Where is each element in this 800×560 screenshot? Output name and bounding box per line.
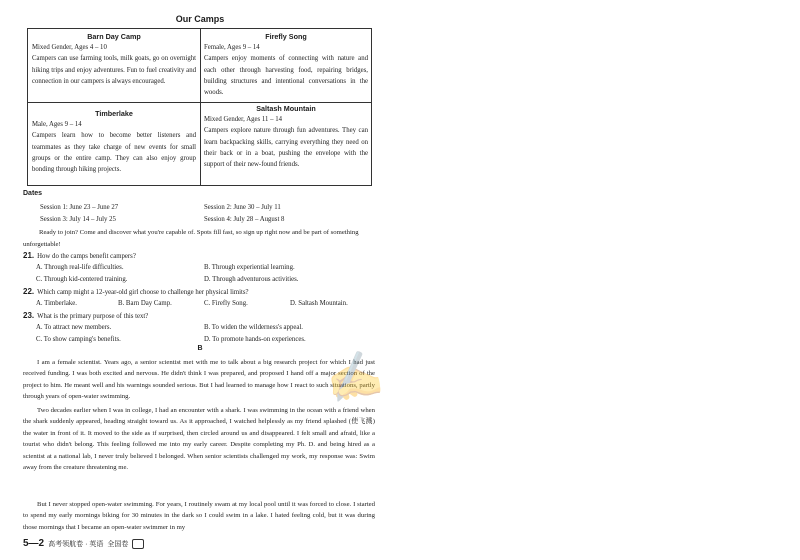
series-tag: 全国卷: [107, 540, 129, 548]
camp-cell-firefly-song: [204, 31, 368, 98]
option-22-a: A. Timberlake.: [36, 300, 77, 307]
option-23-b: B. To widen the wilderness's appeal.: [204, 324, 303, 331]
option-23-d: D. To promote hands-on experiences.: [204, 336, 306, 343]
publisher-logo-icon: [132, 539, 144, 549]
section-b-heading: B: [197, 345, 203, 352]
option-21-a: A. Through real-life difficulties.: [36, 264, 124, 271]
question-text: Which camp might a 12-year-old girl choose to challenge her physical limits?: [37, 289, 249, 296]
question-text: What is the primary purpose of this text?: [37, 313, 149, 320]
question-22: [23, 287, 249, 296]
question-number: 21.: [23, 251, 35, 260]
closing-paragraph: Ready to join? Come and discover what you're capable of. Spots fill fast, so sign up right now and be part of something unforgettable!: [23, 229, 359, 248]
option-22-d: D. Saltash Mountain.: [290, 300, 348, 307]
option-22-b: B. Barn Day Camp.: [118, 300, 172, 307]
option-21-b: B. Through experiential learning.: [204, 264, 295, 271]
camp-meta: Female, Ages 9 – 14: [204, 44, 260, 51]
option-23-c: C. To show camping's benefits.: [36, 336, 121, 343]
camp-name: Saltash Mountain: [256, 104, 316, 113]
watermark-stamp-icon: ✍: [320, 344, 388, 409]
dates-heading: Dates: [23, 190, 43, 197]
camps-table: [27, 28, 372, 186]
question-number: 22.: [23, 287, 35, 296]
question-21: [23, 251, 136, 260]
table-divider-vertical: [200, 29, 201, 185]
camp-description: Campers can use farming tools, milk goats, go on overnight hiking trips and enjoy adventures. Fun to fuel creativity and connection in our campers is always encouraged.: [32, 55, 196, 85]
session-3: Session 3: July 14 – July 25: [40, 216, 116, 223]
session-2: Session 2: June 30 – July 11: [204, 204, 281, 211]
camp-cell-barn-day: [32, 31, 196, 87]
session-1: Session 1: June 23 – June 27: [40, 204, 119, 211]
question-number: 23.: [23, 311, 35, 320]
camp-cell-saltash-mountain: [204, 103, 368, 170]
option-21-d: D. Through adventurous activities.: [204, 276, 299, 283]
camp-name: Barn Day Camp: [87, 32, 141, 41]
camps-title: Our Camps: [175, 14, 225, 24]
camp-meta: Male, Ages 9 – 14: [32, 121, 82, 128]
passage-paragraph-3: But I never stopped open-water swimming. For years, I routinely swam at my local pool until it was forced to close. I started to spend my early mornings biking for 30 minutes in the dark so I could swim in a lake. I hated feeling cold, but it was during those mornings that I became an open-water swimmer in my: [23, 501, 375, 531]
series-title: 高考领航卷 · 英语: [48, 540, 104, 548]
question-23: [23, 311, 148, 320]
question-text: How do the camps benefit campers?: [37, 253, 136, 260]
camp-name: Firefly Song: [265, 32, 307, 41]
option-22-c: C. Firefly Song.: [204, 300, 248, 307]
camp-meta: Mixed Gender, Ages 4 – 10: [32, 44, 107, 51]
session-4: Session 4: July 28 – August 8: [204, 216, 285, 223]
page-footer: [23, 538, 144, 549]
camp-description: Campers enjoy moments of connecting with nature and each other through harvesting food, repairing bridges, building structures and intentional conversations in the woods.: [204, 55, 368, 97]
option-21-c: C. Through kid-centered training.: [36, 276, 128, 283]
page-number: 5—2: [23, 538, 45, 549]
camp-cell-timberlake: [32, 108, 196, 175]
camp-description: Campers learn how to become better listeners and teammates as they take charge of new events for small groups or the entire camp. They can also enjoy group bonding through hiking projects.: [32, 132, 196, 174]
passage-paragraph-2: Two decades earlier when I was in college, I had an encounter with a shark. I was swimming in the ocean with a friend when the shark suddenly appeared, heading straight toward us. As it approached, I watched helplessly as my friend splashed (使飞溅) the water in front of it. It moved to the side as if surprised, then circled around us and disappeared. I felt small and afraid, like a tourist who didn't belong. This feeling followed me into my early career. Despite completing my Ph. D. and being hired as a scientist at a national lab, I never truly believed I belonged. When senior scientists challenged my work, my response was: Swim away from the creature threatening me.: [23, 407, 375, 472]
camp-meta: Mixed Gender, Ages 11 – 14: [204, 116, 283, 123]
option-23-a: A. To attract new members.: [36, 324, 112, 331]
camp-description: Campers explore nature through fun adventures. They can learn backpacking skills, carrying everything they need on their back or in a boat, pushing the envelope with the support of their new-found friends.: [204, 127, 368, 169]
passage-paragraph-1: I am a female scientist. Years ago, a senior scientist met with me to talk about a big research project for which I had just received funding. I was both excited and nervous. He didn't think I was prepared, and proposed I hand off a major section of the project to him. He meant well and his warnings sounded serious. But I had learned to manage how I react to such situations, partly through years of open-water swimming.: [23, 359, 375, 401]
camp-name: Timberlake: [95, 109, 133, 118]
